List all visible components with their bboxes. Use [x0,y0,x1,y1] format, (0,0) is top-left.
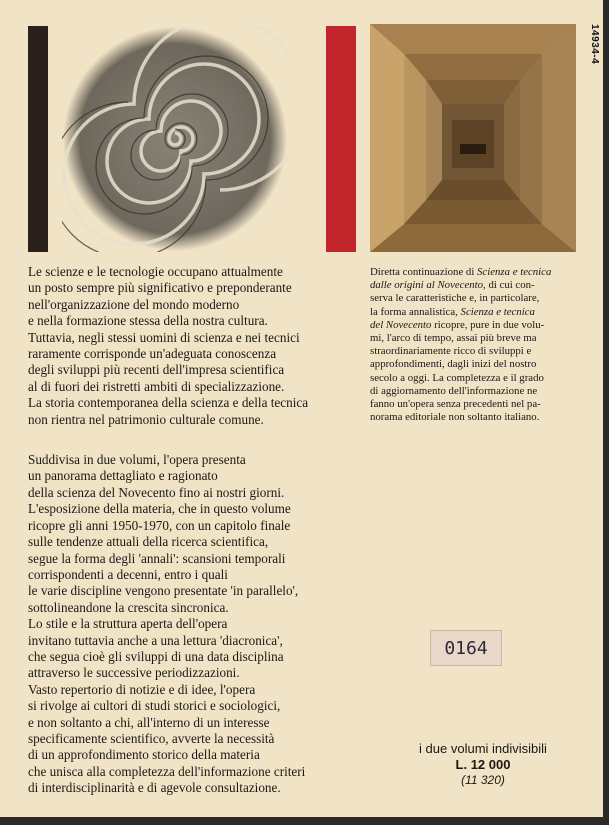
continuation-note [370,266,580,424]
corridor-image [370,24,576,252]
spiral-image [62,26,288,252]
red-vertical-bar [326,26,356,252]
page-edge-bottom [0,817,609,825]
page-edge-right [603,0,609,825]
continuation-paragraph: Diretta continuazione di Scienza e tecnica dalle origini al Novecento, di cui con- serva le caratteristiche e, in particolare, la forma annalistica, Scienza e tecnica del Novecento ricopre, pure in due volu- mi, l'arco di tempo, assai più breve ma straordinariamente ricco di sviluppi e approfondimenti, dagli inizi del nostro secolo a oggi. La completezza e il grado di aggiornamento dell'informazione ne fanno un'opera senza precedenti nel pa- norama editoriale non soltanto italiano. [370,266,552,424]
dark-vertical-bar [28,26,48,252]
isbn-code: 14934-4 [589,24,600,65]
main-description [28,264,358,821]
price-block [380,741,586,788]
price-label: i due volumi indivisibili [419,741,547,756]
inventory-stamp: 0164 [430,630,502,666]
price-note: (11 320) [461,773,505,787]
paragraph-intro: Le scienze e le tecnologie occupano attualmente un posto sempre più significativo e preponderante nell'organizzazione del mondo moderno e nella formazione stessa della nostra cultura. Tuttavia, negli stessi uomini di scienza e nei tecnici raramente corrisponde un'adeguata conoscenza degli sviluppi più recenti dell'impresa scientifica al di fuori dei ristretti ambiti di specializzazione. La storia contemporanea della scienza e della tecnica non rientra nel patrimonio culturale comune. [28,264,309,427]
price-amount: L. 12 000 [455,757,511,772]
paragraph-work: Suddivisa in due volumi, l'opera presenta un panorama dettagliato e ragionato della scienza del Novecento fino ai nostri giorni. L'esposizione della materia, che in questo volume ricopre gli anni 1950-1970, con un capitolo finale sulle tendenze attuali della ricerca scientifica, segue la forma degli 'annali': scansioni temporali corrispondenti a decenni, entro i quali le varie discipline vengono presentate 'in parallelo', sottolineandone la crescita sincronica. Lo stile e la struttura aperta dell'opera invitano tuttavia anche a una lettura 'diacronica', che segua cioè gli sviluppi di una data disciplina attraverso le successive periodizzazioni. Vasto repertorio di notizie e di idee, l'opera si rivolge ai cultori di studi storici e sociologici, e non soltanto a chi, all'interno di un interesse specificamente scientifico, avverte la necessità di un approfondimento storico della materia che unisca alla completezza dell'informazione criteri di interdisciplinarità e di agevole consultazione. [28,452,306,796]
